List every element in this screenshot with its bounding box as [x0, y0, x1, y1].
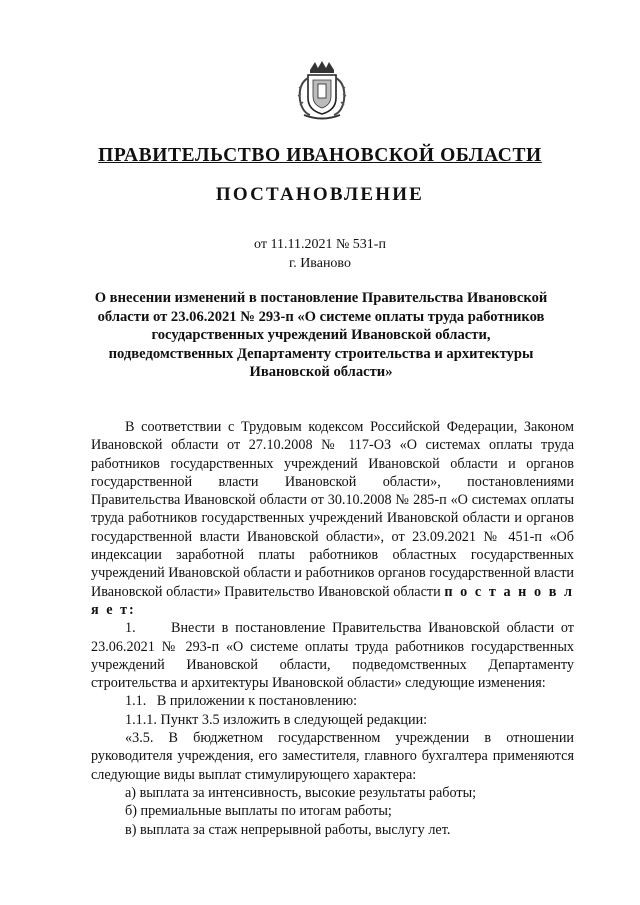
item-1-1-paragraph: 1.1. В приложении к постановлению: — [125, 693, 358, 710]
preamble-paragraph — [91, 418, 574, 619]
list-item-c: в) выплата за стаж непрерывной работы, выслугу лет. — [125, 821, 451, 838]
preamble-text: В соответствии с Трудовым кодексом Российской Федерации, Законом Ивановской области от 27.10.2008 № 117-ОЗ «О системах оплаты труда работников государственных учреждений Ивановской области и органов государственной власти Ивановской области», постановлениями Правительства Ивановской области от 30.10.2008 № 285-п «О системах оплаты труда работников государственных учреждений Ивановской области и органов государственной власти Ивановской области», от 23.09.2021 № 451-п «Об индексации заработной платы работников областных государственных учреждений Ивановской области и работников органов государственной власти Ивановской области» Правительство Ивановской области — [91, 419, 574, 600]
resolves-word: п о с т а н о в л я е т: — [91, 583, 574, 618]
item-1-text: Внести в постановление Правительства Ивановской области от 23.06.2021 № 293-п «О системе оплаты труда работников государственных учреждений Ивановской области, подведомственных Департаменту строительства и архитектуры Ивановской области» следующие изменения: — [91, 620, 574, 692]
item-1-1-1-paragraph: 1.1.1. Пункт 3.5 изложить в следующей редакции: — [125, 711, 428, 728]
clause-3-5-paragraph: «3.5. В бюджетном государственном учреждении в отношении руководителя учреждения, его заместителя, главного бухгалтера применяются следующие виды выплат стимулирующего характера: — [91, 730, 574, 783]
document-date-number: от 11.11.2021 № 531-п — [254, 237, 386, 252]
document-subject: О внесении изменений в постановление Правительства Ивановской области от 23.06.2021 № 293-п «О системе оплаты труда работников государственных учреждений Ивановской области, подведомственных Департаменту строительства и архитектуры Ивановской области» — [94, 290, 548, 380]
document-city: г. Иваново — [289, 256, 351, 271]
item-1-number: 1. — [125, 620, 136, 637]
government-title: ПРАВИТЕЛЬСТВО ИВАНОВСКОЙ ОБЛАСТИ — [98, 145, 542, 166]
document-type-title: ПОСТАНОВЛЕНИЕ — [215, 184, 425, 205]
list-item-a: а) выплата за интенсивность, высокие результаты работы; — [125, 784, 477, 801]
item-1-paragraph — [91, 619, 574, 692]
coat-of-arms-ivanovo-icon — [296, 60, 348, 122]
document-body — [91, 418, 574, 839]
list-item-b: б) премиальные выплаты по итогам работы; — [125, 803, 392, 820]
